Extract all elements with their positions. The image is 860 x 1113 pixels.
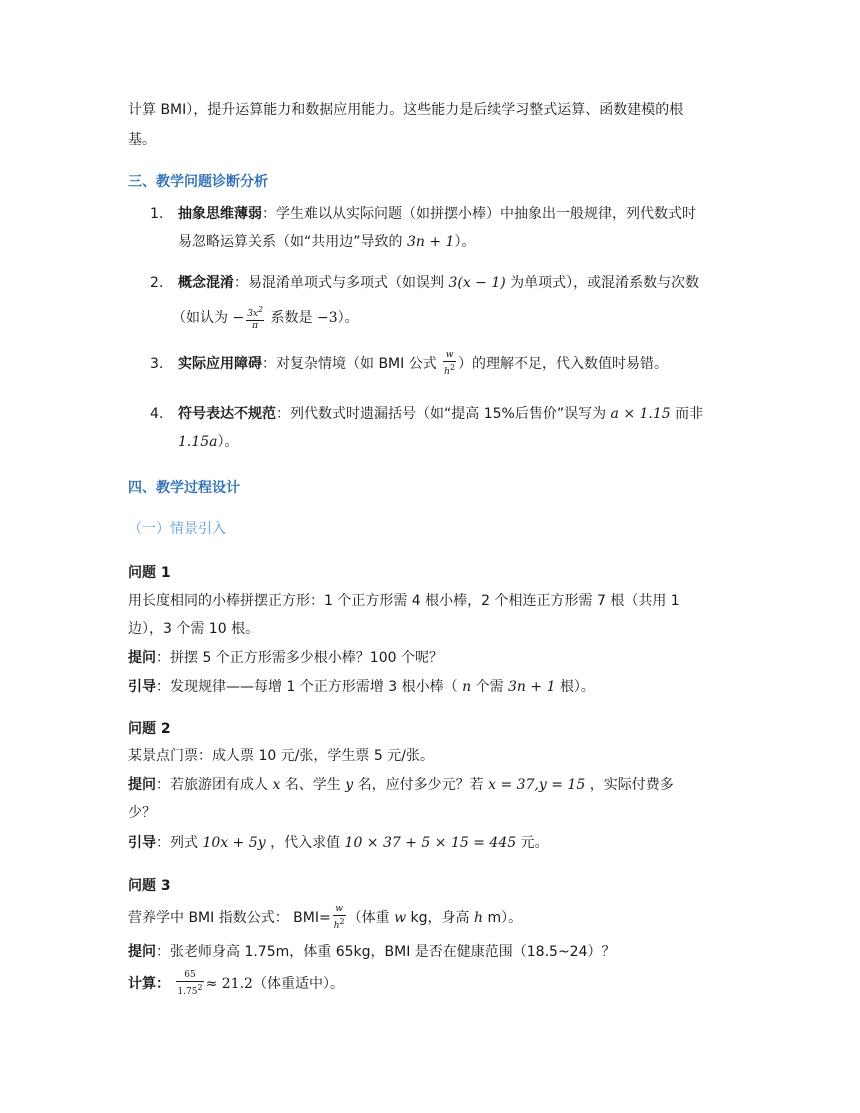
fraction-numerator: w <box>333 904 346 916</box>
guide-text: 根）。 <box>559 679 595 695</box>
question-line <box>128 648 443 668</box>
item-heading: 抽象思维薄弱 <box>178 206 262 222</box>
ask-text: 名，应付多少元？若 <box>357 777 484 793</box>
math-expression: x = 37,y = 15 <box>488 777 586 793</box>
fraction-denominator: h <box>333 921 340 931</box>
question-line <box>128 942 616 962</box>
math-expression: 3n + 1 <box>508 679 556 695</box>
paragraph-text: m）。 <box>487 910 523 926</box>
ask-text: 名、学生 <box>284 777 341 793</box>
guide-line <box>128 677 595 697</box>
math-expression: 3(x − 1) <box>448 275 506 291</box>
ask-label: 提问 <box>128 650 156 666</box>
ask-text: ：拼摆 5 个正方形需多少根小棒？100 个呢？ <box>156 650 443 666</box>
item-text: （如认为 <box>172 310 228 326</box>
list-number: 4. <box>150 406 164 422</box>
problem-title: 问题 3 <box>128 878 171 894</box>
ask-text: ：张老师身高 1.75m，体重 65kg，BMI 是否在健康范围（18.5~24）？ <box>156 944 616 960</box>
calc-label: 计算 <box>128 976 156 992</box>
paragraph-text: 营养学中 BMI 指数公式： <box>128 910 289 926</box>
item-text: ）。 <box>217 434 239 450</box>
fraction-denominator: h <box>444 367 450 377</box>
math-expression: h <box>473 910 483 926</box>
section-heading: 四、教学过程设计 <box>128 480 240 496</box>
item-text: ）的理解不足，代入数值时易错。 <box>458 356 669 372</box>
item-heading: 概念混淆 <box>178 275 234 291</box>
math-fraction <box>246 304 264 332</box>
paragraph-line: 某景点门票：成人票 10 元/张，学生票 5 元/张。 <box>128 748 434 764</box>
item-text: 为单项式），或混淆系数与次数 <box>510 275 700 291</box>
math-expression: 1.15a <box>178 434 218 450</box>
list-number: 1. <box>150 206 164 222</box>
bmi-label: BMI= <box>293 910 331 926</box>
list-item <box>150 350 668 378</box>
guide-text: ：发现规律——每增 1 个正方形需增 3 根小棒（ <box>156 679 458 695</box>
exponent: 2 <box>449 363 456 372</box>
paragraph-line: 边），3 个需 10 根。 <box>128 621 260 637</box>
question-line-continuation: 少？ <box>128 805 156 821</box>
exponent: 2 <box>197 983 203 992</box>
item-text: ：易混淆单项式与多项式（如误判 <box>234 275 444 291</box>
math-fraction <box>333 904 346 932</box>
guide-label: 引导 <box>128 679 156 695</box>
paragraph-line: 计算 BMI），提升运算能力和数据应用能力。这些能力是后续学习整式运算、函数建模的根 <box>128 102 684 118</box>
item-text: ：对复杂情境（如 BMI 公式 <box>262 356 437 372</box>
formula-line <box>128 904 522 932</box>
item-heading: 实际应用障碍 <box>178 356 262 372</box>
item-text: ：学生难以从实际问题（如拼摆小棒）中抽象出一般规律，列代数式时 <box>262 206 696 222</box>
math-expression: −3 <box>317 310 338 326</box>
item-text: ）。 <box>337 310 359 326</box>
math-fraction <box>443 350 456 378</box>
guide-text: 元。 <box>520 835 549 851</box>
math-fraction <box>176 970 203 998</box>
item-text: ：列代数式时遗漏括号（如“提高 15%后售价”误写为 <box>276 406 607 422</box>
math-expression: w <box>394 910 407 926</box>
math-expression: n <box>462 679 472 695</box>
item-text: 系数是 <box>270 310 313 326</box>
paragraph-text: kg，身高 <box>410 910 470 926</box>
problem-title: 问题 1 <box>128 565 171 581</box>
list-number: 2. <box>150 275 164 291</box>
guide-label: 引导 <box>128 835 156 851</box>
item-text: 而非 <box>675 406 704 422</box>
ask-text: ：若旅游团有成人 <box>156 777 268 793</box>
ask-label: 提问 <box>128 944 156 960</box>
item-text: 易忽略运算关系（如“共用边”导致的 <box>178 234 403 250</box>
item-heading: 符号表达不规范 <box>178 406 276 422</box>
math-expression: ≈ 21.2 <box>205 976 253 992</box>
problem-title: 问题 2 <box>128 721 171 737</box>
fraction-denominator: 1.75 <box>177 987 198 997</box>
math-expression: 10 × 37 + 5 × 15 = 445 <box>344 835 517 851</box>
fraction-numerator: w <box>443 350 456 362</box>
paragraph-line: 用长度相同的小棒拼摆正方形：1 个正方形需 4 根小棒，2 个相连正方形需 7 根（共用 1 <box>128 593 680 609</box>
math-expression: y <box>345 777 354 793</box>
math-expression: a × 1.15 <box>610 406 671 422</box>
ask-text: ，实际付费多 <box>589 777 674 793</box>
exponent: 2 <box>258 305 264 314</box>
question-line <box>128 775 674 795</box>
list-number: 3. <box>150 356 164 372</box>
paragraph-line: 基。 <box>128 132 156 148</box>
paragraph-text: （体重 <box>347 910 390 926</box>
list-item-continuation <box>178 432 239 452</box>
subsection-heading: （一）情景引入 <box>128 521 226 537</box>
calc-line <box>128 970 344 998</box>
calc-text: （体重适中）。 <box>252 976 344 992</box>
guide-text: ，代入求值 <box>270 835 341 851</box>
math-expression: x <box>272 777 281 793</box>
ask-label: 提问 <box>128 777 156 793</box>
list-item-continuation <box>172 304 359 332</box>
list-item-continuation <box>178 232 475 252</box>
math-expression: 3n + 1 <box>406 234 455 250</box>
list-item <box>150 273 699 293</box>
fraction-numerator: 3x <box>247 309 258 319</box>
guide-line <box>128 833 549 853</box>
item-text: ）。 <box>454 234 476 250</box>
guide-text: ：列式 <box>156 835 198 851</box>
math-sign: − <box>232 310 245 326</box>
section-heading: 三、教学问题诊断分析 <box>128 174 268 190</box>
math-expression: 10x + 5y <box>202 835 266 851</box>
guide-text: 个需 <box>475 679 504 695</box>
calc-colon: ： <box>156 976 170 992</box>
list-item <box>150 204 696 224</box>
exponent: 2 <box>339 917 345 926</box>
fraction-numerator: 65 <box>176 970 203 982</box>
fraction-denominator: π <box>252 321 259 331</box>
list-item <box>150 404 703 424</box>
